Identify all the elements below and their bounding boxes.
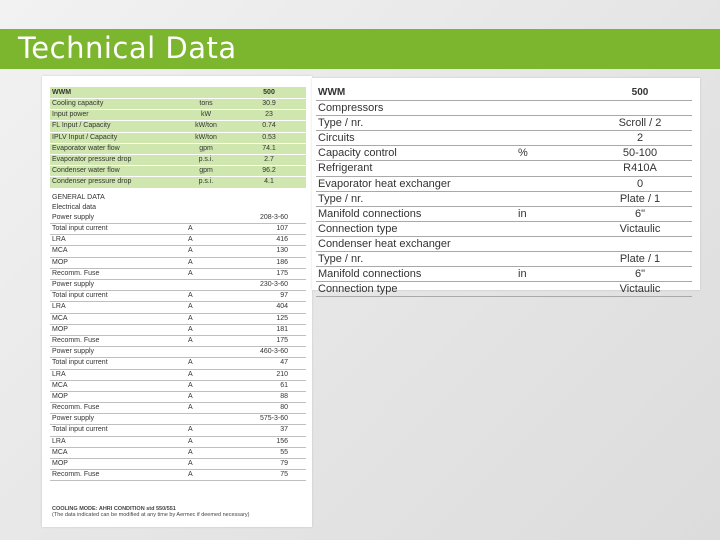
table-header-row: [316, 86, 692, 101]
cell-name: FL Input / Capacity: [52, 122, 111, 130]
cell-unit: [180, 280, 232, 290]
cell-value: [588, 101, 692, 115]
cell-value: 0: [636, 177, 644, 190]
cell-unit: [518, 252, 588, 266]
cell-unit: [518, 101, 588, 115]
cell-value: 47: [280, 359, 288, 367]
table-row: [316, 222, 692, 237]
cell-value: 74.1: [262, 144, 276, 152]
table-row: [316, 192, 692, 207]
cell-value: Plate / 1: [619, 192, 661, 205]
section-heading-label: Electrical data: [52, 203, 96, 211]
table-row: [50, 381, 306, 392]
cell-value: 61: [280, 381, 288, 389]
cell-name: Refrigerant: [318, 162, 373, 175]
cell-value: 6": [634, 268, 646, 281]
cell-unit: in: [518, 268, 527, 281]
cell-name: Evaporator pressure drop: [52, 155, 132, 163]
cell-unit: A: [188, 325, 193, 333]
table-row: [50, 403, 306, 414]
cell-name: Evaporator heat exchanger: [318, 177, 451, 190]
cell-unit: A: [188, 292, 193, 300]
table-row: [50, 280, 306, 291]
cell-value: 0.53: [262, 133, 276, 141]
cell-value: 416: [276, 236, 288, 244]
table-row: [316, 252, 692, 267]
table-row: [50, 437, 306, 448]
cell-name: Type / nr.: [318, 253, 364, 266]
cell-unit: A: [188, 269, 193, 277]
cell-value: 404: [276, 303, 288, 311]
cell-name: LRA: [52, 370, 66, 378]
cell-name: Type / nr.: [318, 117, 364, 130]
cell-unit: in: [518, 207, 527, 220]
cell-unit: A: [188, 460, 193, 467]
cell-name: MCA: [52, 247, 68, 255]
cell-unit: [518, 116, 588, 130]
slide-title: Technical Data: [18, 31, 237, 65]
table-row: [50, 166, 306, 177]
table-row: [50, 358, 306, 369]
cell-name: MOP: [52, 460, 68, 467]
table-row: [50, 425, 306, 436]
table-row: [50, 235, 306, 246]
footnote-title: COOLING MODE: AHRI CONDITION std 550/551: [52, 506, 176, 512]
cell-name: MCA: [52, 381, 68, 389]
cell-unit: A: [188, 236, 193, 244]
cell-unit: A: [188, 437, 193, 445]
cell-name: Cooling capacity: [52, 100, 104, 107]
cell-name: Capacity control: [318, 147, 397, 160]
footnote-text: (The data indicated can be modified at any time by Aermec if deemed necessary): [52, 512, 250, 518]
table-row: [50, 121, 306, 132]
cell-value: 230-3-60: [259, 281, 288, 288]
cell-unit: [518, 177, 588, 191]
cell-value: Victaulic: [619, 283, 661, 296]
cell-name: Connection type: [318, 283, 398, 296]
cell-unit: [180, 414, 232, 424]
performance-and-electrical-table: [50, 87, 306, 481]
cell-value: 2.7: [264, 155, 274, 163]
cell-unit: [518, 192, 588, 206]
cell-unit: kW/ton: [195, 133, 217, 141]
cell-name: Recomm. Fuse: [52, 336, 100, 344]
table-row: [50, 213, 306, 224]
table-row: [50, 370, 306, 381]
cell-unit: A: [188, 426, 193, 434]
title-bar: [0, 29, 720, 69]
cell-unit: A: [188, 404, 193, 412]
cell-name: Recomm. Fuse: [52, 471, 100, 479]
cell-unit: %: [518, 147, 528, 160]
cell-unit: A: [188, 370, 193, 378]
cell-value: R410A: [623, 162, 657, 175]
table-row: [50, 392, 306, 403]
table-row: [50, 347, 306, 358]
cell-value: 210: [276, 370, 288, 378]
table-row: [50, 269, 306, 280]
cell-value: 125: [276, 314, 288, 322]
cell-unit: A: [188, 471, 193, 479]
table-row: [50, 336, 306, 347]
cell-unit: [518, 86, 588, 100]
cell-name: Power supply: [52, 415, 95, 423]
cell-unit: A: [188, 258, 193, 266]
table-row: [50, 177, 306, 188]
cell-name: Manifold connections: [318, 268, 422, 281]
cell-value: [588, 237, 692, 251]
cell-name: Power supply: [52, 213, 95, 221]
cell-value: 500: [263, 89, 275, 96]
cell-unit: A: [188, 336, 193, 344]
cell-unit: A: [188, 225, 193, 233]
cell-name: Total input current: [52, 292, 108, 300]
table-row: [316, 282, 692, 297]
table-row: [316, 131, 692, 146]
components-table-panel: [312, 78, 700, 296]
cell-unit: [518, 131, 588, 145]
cell-value: 181: [276, 325, 288, 333]
cell-value: Plate / 1: [619, 253, 661, 266]
cell-name: Manifold connections: [318, 207, 422, 220]
cell-name: Input power: [52, 111, 89, 119]
table-row: [50, 144, 306, 155]
cell-name: Power supply: [52, 348, 95, 356]
cell-unit: p.s.i.: [198, 155, 214, 163]
table-row: [50, 258, 306, 269]
footnote: [52, 506, 307, 518]
table-row: [50, 99, 306, 110]
cell-unit: [180, 213, 232, 223]
cell-unit: [180, 347, 232, 357]
cell-unit: [518, 161, 588, 175]
general-data-table-panel: [42, 76, 312, 527]
cell-value: 2: [636, 132, 644, 145]
cell-unit: A: [188, 359, 193, 367]
cell-name: MOP: [52, 325, 68, 333]
cell-value: 6": [634, 207, 646, 220]
cell-value: Victaulic: [619, 222, 661, 235]
cell-value: 23: [265, 111, 273, 119]
cell-unit: [180, 87, 232, 98]
cell-value: 75: [280, 471, 288, 479]
cell-value: 500: [631, 87, 649, 98]
cell-value: 88: [280, 392, 288, 400]
table-row: [316, 161, 692, 176]
table-row: [50, 325, 306, 336]
components-table: [316, 86, 692, 297]
cell-unit: A: [188, 303, 193, 311]
cell-name: MOP: [52, 392, 68, 400]
table-row: [50, 155, 306, 166]
table-row: [50, 133, 306, 144]
cell-name: Recomm. Fuse: [52, 404, 100, 412]
cell-name: Evaporator water flow: [52, 144, 120, 152]
table-row: [316, 177, 692, 192]
cell-value: 80: [280, 404, 288, 412]
general-heading: [50, 193, 306, 203]
table-row: [50, 224, 306, 235]
cell-name: Compressors: [318, 102, 384, 115]
cell-name: LRA: [52, 236, 66, 244]
cell-unit: kW/ton: [195, 122, 217, 130]
cell-value: 97: [280, 292, 288, 300]
cell-name: WWM: [318, 87, 346, 98]
cell-name: IPLV Input / Capacity: [52, 133, 118, 141]
table-row: [316, 267, 692, 282]
cell-unit: [518, 237, 588, 251]
table-row: [50, 246, 306, 257]
cell-name: Power supply: [52, 281, 95, 288]
cell-value: 55: [280, 448, 288, 456]
cell-unit: gpm: [199, 144, 213, 152]
cell-name: Recomm. Fuse: [52, 269, 100, 277]
cell-value: 130: [276, 247, 288, 255]
table-row: [316, 101, 692, 116]
cell-value: 156: [276, 437, 288, 445]
table-row: [50, 414, 306, 425]
cell-unit: A: [188, 392, 193, 400]
cell-value: 0.74: [262, 122, 276, 130]
cell-name: LRA: [52, 437, 66, 445]
cell-name: WWM: [52, 89, 72, 96]
cell-value: 175: [276, 336, 288, 344]
table-header-row: [50, 87, 306, 99]
table-row: [316, 237, 692, 252]
cell-value: 50-100: [622, 147, 658, 160]
cell-value: 79: [280, 460, 288, 467]
cell-unit: tons: [199, 100, 213, 107]
electrical-heading: [50, 203, 306, 213]
cell-unit: p.s.i.: [198, 178, 214, 186]
cell-unit: [518, 222, 588, 236]
table-row: [316, 116, 692, 131]
table-row: [50, 470, 306, 481]
cell-unit: A: [188, 247, 193, 255]
cell-name: MCA: [52, 314, 68, 322]
cell-value: 208-3-60: [259, 213, 288, 221]
table-row: [316, 146, 692, 161]
cell-name: LRA: [52, 303, 66, 311]
cell-name: Total input current: [52, 225, 108, 233]
cell-unit: A: [188, 381, 193, 389]
table-row: [316, 207, 692, 222]
table-row: [50, 110, 306, 121]
cell-value: 175: [276, 269, 288, 277]
cell-name: MCA: [52, 448, 68, 456]
cell-unit: A: [188, 448, 193, 456]
cell-value: 460-3-60: [259, 348, 288, 356]
cell-value: 575-3-60: [259, 415, 288, 423]
cell-value: 37: [280, 426, 288, 434]
cell-value: 107: [276, 225, 288, 233]
cell-name: Condenser heat exchanger: [318, 237, 451, 250]
table-row: [50, 314, 306, 325]
cell-unit: kW: [200, 111, 212, 119]
cell-name: Circuits: [318, 132, 355, 145]
cell-name: Connection type: [318, 222, 398, 235]
section-heading-label: GENERAL DATA: [52, 193, 105, 201]
cell-unit: gpm: [199, 167, 213, 175]
cell-name: Total input current: [52, 359, 108, 367]
cell-value: 30.9: [262, 100, 276, 107]
table-row: [50, 302, 306, 313]
cell-name: Type / nr.: [318, 192, 364, 205]
cell-unit: [518, 282, 588, 296]
cell-name: Total input current: [52, 426, 108, 434]
cell-name: Condenser water flow: [52, 167, 120, 175]
table-row: [50, 459, 306, 470]
cell-unit: A: [188, 314, 193, 322]
table-row: [50, 291, 306, 302]
cell-value: 186: [276, 258, 288, 266]
cell-name: Condenser pressure drop: [52, 178, 132, 186]
cell-value: 96.2: [262, 167, 276, 175]
cell-value: 4.1: [264, 178, 274, 186]
table-row: [50, 448, 306, 459]
cell-name: MOP: [52, 258, 68, 266]
cell-value: Scroll / 2: [618, 117, 662, 130]
